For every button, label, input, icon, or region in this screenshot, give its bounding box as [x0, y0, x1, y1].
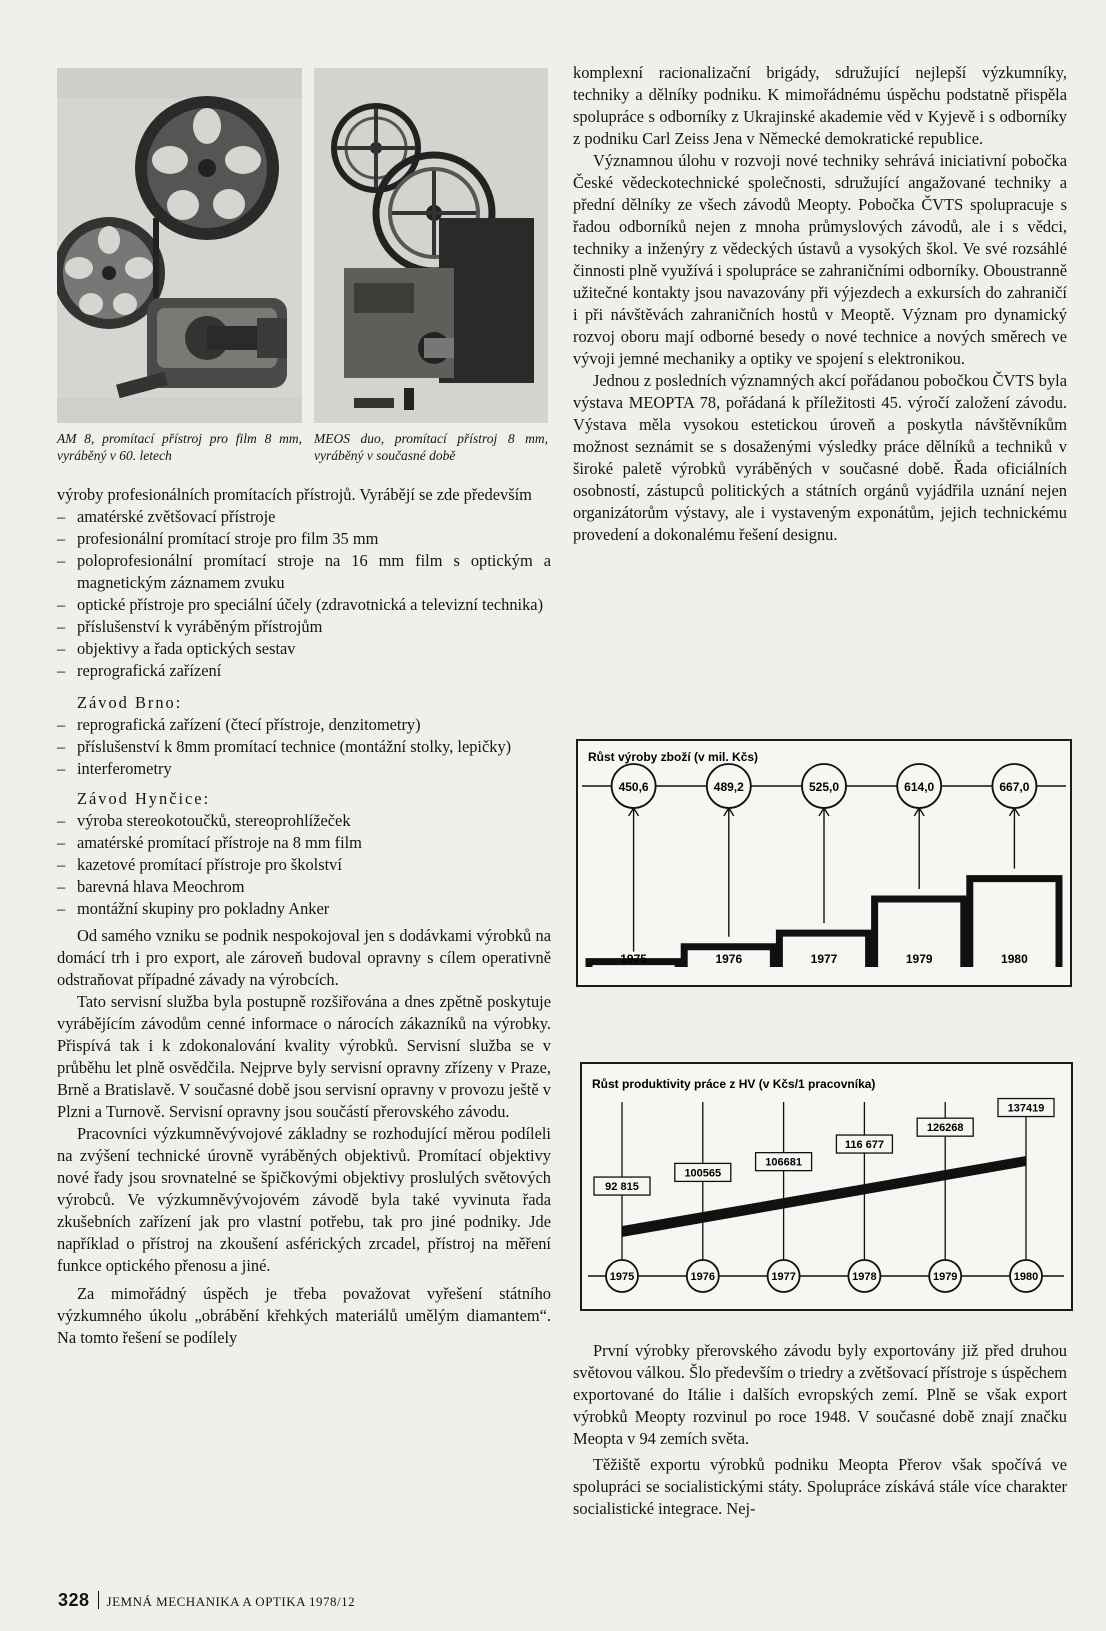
value-label: 137419 — [1007, 1102, 1045, 1115]
list-item: – objektivy a řada optických sestav — [57, 638, 551, 660]
value-label: 126268 — [926, 1122, 964, 1135]
value-label: 489,2 — [713, 780, 744, 794]
page-footer — [58, 1590, 355, 1611]
list-item: – reprografická zařízení (čtecí přístroje, denzitometry) — [57, 714, 551, 736]
right-column-top — [573, 62, 1067, 546]
paragraph: Významnou úlohu v rozvoji nové techniky sehrává iniciativní pobočka České vědeckotechnické společnosti, sdružující angažované techniky a přední dělníky ze všech závodů Meopty. Pobočka ČVTS spolupracuje s řadou odborníků nejen z mnoha průmyslových závodů, ale i s vědci, techniky a inženýry z vědeckých ústavů a vysokých škol. Ve své rozsáhlé činnosti plně využívá i spolupráce se zahraničními odborníky. Oboustranně užitečné kontakty jsou navazovány při výjezdech a exkursích do zahraničí i při návštěvách zahraničních hostů v Meoptě. Význam pro dynamický rozvoj oboru mají odborné besedy o nové technice a nových směrech ve vývoji jemné mechaniky a optiky ve spojení s elektronikou. — [573, 151, 1067, 368]
list-item: – poloprofesionální promítací stroje na 16 mm film s optickým a magnetickým záznamem zvuku — [57, 550, 551, 594]
product-list-brno — [57, 714, 551, 780]
year-label: 1979 — [905, 952, 933, 966]
value-label: 614,0 — [904, 780, 935, 794]
product-list-prerov — [57, 506, 551, 682]
projector-illustration-right — [314, 68, 548, 423]
chart-productivity-growth — [580, 1062, 1073, 1311]
paragraph: Těžiště exportu výrobků podniku Meopta Přerov však spočívá ve spolupráci se socialistickými státy. Spolupráce získává stále více charakter socialistické integrace. Nej- — [573, 1455, 1067, 1518]
year-label: 1976 — [690, 1271, 716, 1283]
page-number: 328 — [58, 1590, 90, 1610]
photo-meos-duo-projector — [314, 68, 548, 423]
year-label: 1978 — [852, 1271, 877, 1283]
chart-title: Růst produktivity práce z HV (v Kčs/1 pracovníka) — [592, 1077, 876, 1091]
value-label: 525,0 — [808, 780, 840, 794]
year-label: 1980 — [1013, 1271, 1039, 1283]
year-label: 1975 — [609, 1271, 635, 1283]
paragraph: Od samého vzniku se podnik nespokojoval jen s dodávkami výrobků na domácí trh i pro export, ale zároveň budoval opravny s cílem operativně odstraňovat případné závady na výrobcích. — [57, 926, 551, 989]
product-list-hyncice — [57, 810, 551, 920]
value-label: 116 677 — [844, 1139, 884, 1152]
value-label: 450,6 — [618, 780, 649, 794]
right-column-bottom — [573, 1340, 1067, 1520]
list-item: – interferometry — [57, 758, 551, 780]
chart-title: Růst výroby zboží (v mil. Kčs) — [588, 750, 759, 764]
journal-name: JEMNÁ MECHANIKA A OPTIKA 1978/12 — [106, 1594, 356, 1609]
hyncice-heading: Závod Hynčice: — [77, 789, 211, 808]
value-label: 100565 — [684, 1167, 722, 1180]
photo-caption-left: AM 8, promítací přístroj pro film 8 mm, vyráběný v 60. letech — [57, 431, 302, 463]
year-label: 1975 — [620, 952, 647, 966]
chart-productivity-svg — [582, 1064, 1071, 1309]
chart-production-svg — [578, 741, 1070, 985]
left-column — [57, 484, 551, 1349]
year-label: 1977 — [771, 1271, 796, 1283]
year-label: 1977 — [810, 952, 838, 966]
value-label: 106681 — [765, 1156, 802, 1169]
list-item: – reprografická zařízení — [57, 660, 551, 682]
list-item: – kazetové promítací přístroje pro školství — [57, 854, 551, 876]
list-item: – amatérské zvětšovací přístroje — [57, 506, 551, 528]
photo-am8-projector — [57, 68, 302, 423]
paragraph: Tato servisní služba byla postupně rozšiřována a dnes zpětně poskytuje vyrábějícím závodům cenné informace o nárocích zákazníků na výrobky. Přispívá tak i k zdokonalování kvality výrobků. Servisní služba se v průběhu let plně osvědčila. Nejprve byly servisní opravny zřízeny v Praze, Brně a Bratislavě. V současné době jsou servisní opravny v provozu ještě v Plzni a Turnově. Servisní opravny jsou součástí přerovského závodu. — [57, 992, 551, 1121]
list-item: – příslušenství k 8mm promítací technice (montážní stolky, lepičky) — [57, 736, 551, 758]
value-label: 92 815 — [605, 1181, 639, 1194]
list-item: – barevná hlava Meochrom — [57, 876, 551, 898]
year-label: 1979 — [932, 1271, 958, 1283]
footer-divider — [98, 1591, 99, 1609]
year-label: 1980 — [1001, 952, 1028, 966]
paragraph: Pracovníci výzkumněvývojové základny se rozhodující měrou podíleli na zvýšení technické úrovně vyráběných objektivů. Promítací objektivy nové řady jsou srovnatelné se špičkovými objektivy proslulých světových výrobců. Ve výzkumněvývojovém závodě byla také vyvinuta řada zkušebních zařízení jak pro vlastní potřebu, tak pro jiné podniky. Jde například o přístroj na zkoušení asférických zrcadel, přístroj na měření funkce optického přenosu a jiné. — [57, 1124, 551, 1275]
year-label: 1976 — [715, 952, 743, 966]
value-label: 667,0 — [999, 780, 1030, 794]
brno-heading: Závod Brno: — [77, 693, 183, 712]
projector-illustration-left — [57, 68, 302, 423]
list-item: – příslušenství k vyráběným přístrojům — [57, 616, 551, 638]
list-item: – montážní skupiny pro pokladny Anker — [57, 898, 551, 920]
list-item: – profesionální promítací stroje pro film 35 mm — [57, 528, 551, 550]
chart-production-growth — [576, 739, 1072, 987]
paragraph: komplexní racionalizační brigády, sdružující nejlepší výzkumníky, techniky a dělníky podniku. K mimořádnému úspěchu podstatně přispěla spolupráce s odborníky z Ukrajinské akademie věd v Kyjevě i s odborníky z podniku Carl Zeiss Jena v Německé demokratické republice. — [573, 63, 1067, 148]
photo-caption-right: MEOS duo, promítací přístroj 8 mm, vyráběný v současné době — [314, 431, 548, 463]
left-intro: výroby profesionálních promítacích přístrojů. Vyrábějí se zde především — [57, 485, 532, 504]
list-item: – amatérské promítací přístroje na 8 mm film — [57, 832, 551, 854]
list-item: – výroba stereokotoučků, stereoprohlížeček — [57, 810, 551, 832]
paragraph: První výrobky přerovského závodu byly exportovány již před druhou světovou válkou. Šlo především o triedry a zvětšovací přístroje s úspěchem exportované do Itálie i dalších evropských zemí. Plně se však export výrobků Meopty rozvinul po roce 1948. V současné době znají značku Meopta v 94 zemích světa. — [573, 1341, 1067, 1448]
list-item: – optické přístroje pro speciální účely (zdravotnická a televizní technika) — [57, 594, 551, 616]
paragraph: Za mimořádný úspěch je třeba považovat vyřešení státního výzkumného úkolu „obrábění křehkých materiálů umělým diamantem“. Na tomto řešení se podílely — [57, 1284, 551, 1347]
paragraph: Jednou z posledních významných akcí pořádanou pobočkou ČVTS byla výstava MEOPTA 78, pořádaná k příležitosti 45. výročí založení závodu. Výstava měla vysokou estetickou úroveň a poskytla návštěvníkům možnost seznámit se s dosaženými výsledky práce dělníků a techniků v široké paletě výrobků vyráběných v současné době. Řada oficiálních osobností, zástupců politických a státních orgánů vyjádřila uznání nejen organizátorům výstavy, ale i vystaveným exponátům, jejich technickému provedení a dokonalému řešení designu. — [573, 371, 1067, 544]
